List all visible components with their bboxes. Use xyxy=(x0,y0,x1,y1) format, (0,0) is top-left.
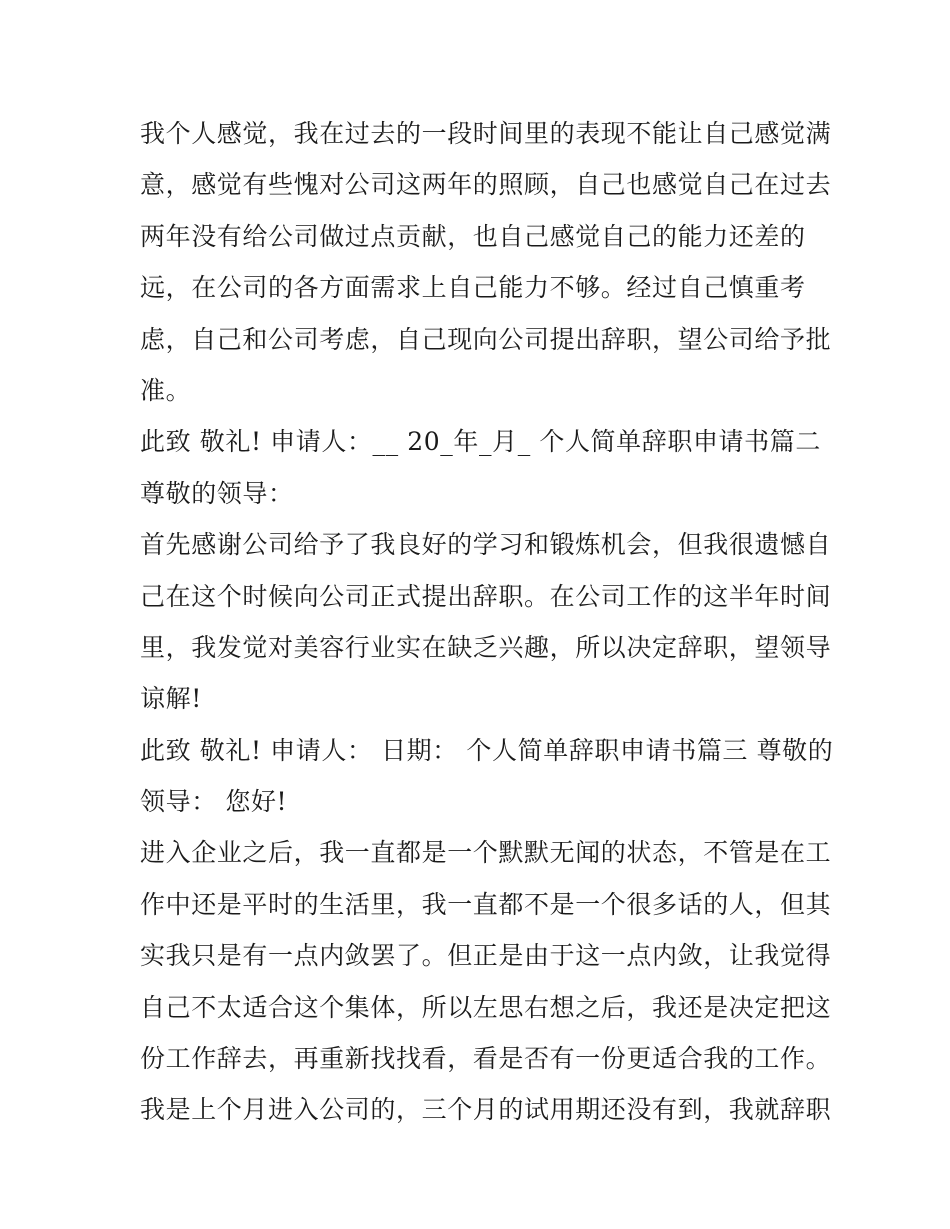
text-line: 准。 xyxy=(140,375,192,405)
text-line: 份工作辞去，再重新找找看，看是否有一份更适合我的工作。 xyxy=(140,1044,832,1074)
text-line: 谅解! xyxy=(140,684,202,714)
text-line: 意，感觉有些愧对公司这两年的照顾，自己也感觉自己在过去 xyxy=(140,170,832,200)
text-line: 里，我发觉对美容行业实在缺乏兴趣，所以决定辞职，望领导 xyxy=(140,632,832,662)
text-line: 己在这个时候向公司正式提出辞职。在公司工作的这半年时间 xyxy=(140,581,832,611)
text-line: 进入企业之后，我一直都是一个默默无闻的状态，不管是在工 xyxy=(140,838,832,868)
paragraph-thanks xyxy=(140,519,832,725)
text-line: 远，在公司的各方面需求上自己能力不够。经过自己慎重考 xyxy=(140,273,806,303)
text-line: 作中还是平时的生活里，我一直都不是一个很多话的人，但其 xyxy=(140,889,832,919)
text-line: 两年没有给公司做过点贡献，也自己感觉自己的能力还差的 xyxy=(140,221,806,251)
text-line: 我是上个月进入公司的，三个月的试用期还没有到，我就辞职 xyxy=(140,1095,832,1125)
text-line: 首先感谢公司给予了我良好的学习和锻炼机会，但我很遗憾自 xyxy=(140,530,832,560)
paragraph-introvert-reason xyxy=(140,827,832,1135)
text-line: 领导： 您好! xyxy=(140,787,288,817)
paragraph-closing-salutation-2 xyxy=(140,725,834,828)
text-line: 自己不太适合这个集体，所以左思右想之后，我还是决定把这 xyxy=(140,992,832,1022)
text-line: 尊敬的领导： xyxy=(140,478,294,508)
text-line: 我个人感觉，我在过去的一段时间里的表现不能让自己感觉满 xyxy=(140,119,832,148)
document-body xyxy=(140,108,834,1136)
text-line: 此致 敬礼! 申请人： 日期： 个人简单辞职申请书篇三 尊敬的 xyxy=(140,735,834,765)
text-line: 此致 敬礼! 申请人：__ 20_年_月_ 个人简单辞职申请书篇二 xyxy=(140,427,821,457)
text-line: 实我只是有一点内敛罢了。但正是由于这一点内敛，让我觉得 xyxy=(140,941,832,971)
paragraph-greeting xyxy=(140,468,820,519)
paragraph-closing-salutation xyxy=(140,416,820,467)
paragraph-self-assessment xyxy=(140,108,832,416)
text-line: 虑，自己和公司考虑，自己现向公司提出辞职，望公司给予批 xyxy=(140,324,832,354)
